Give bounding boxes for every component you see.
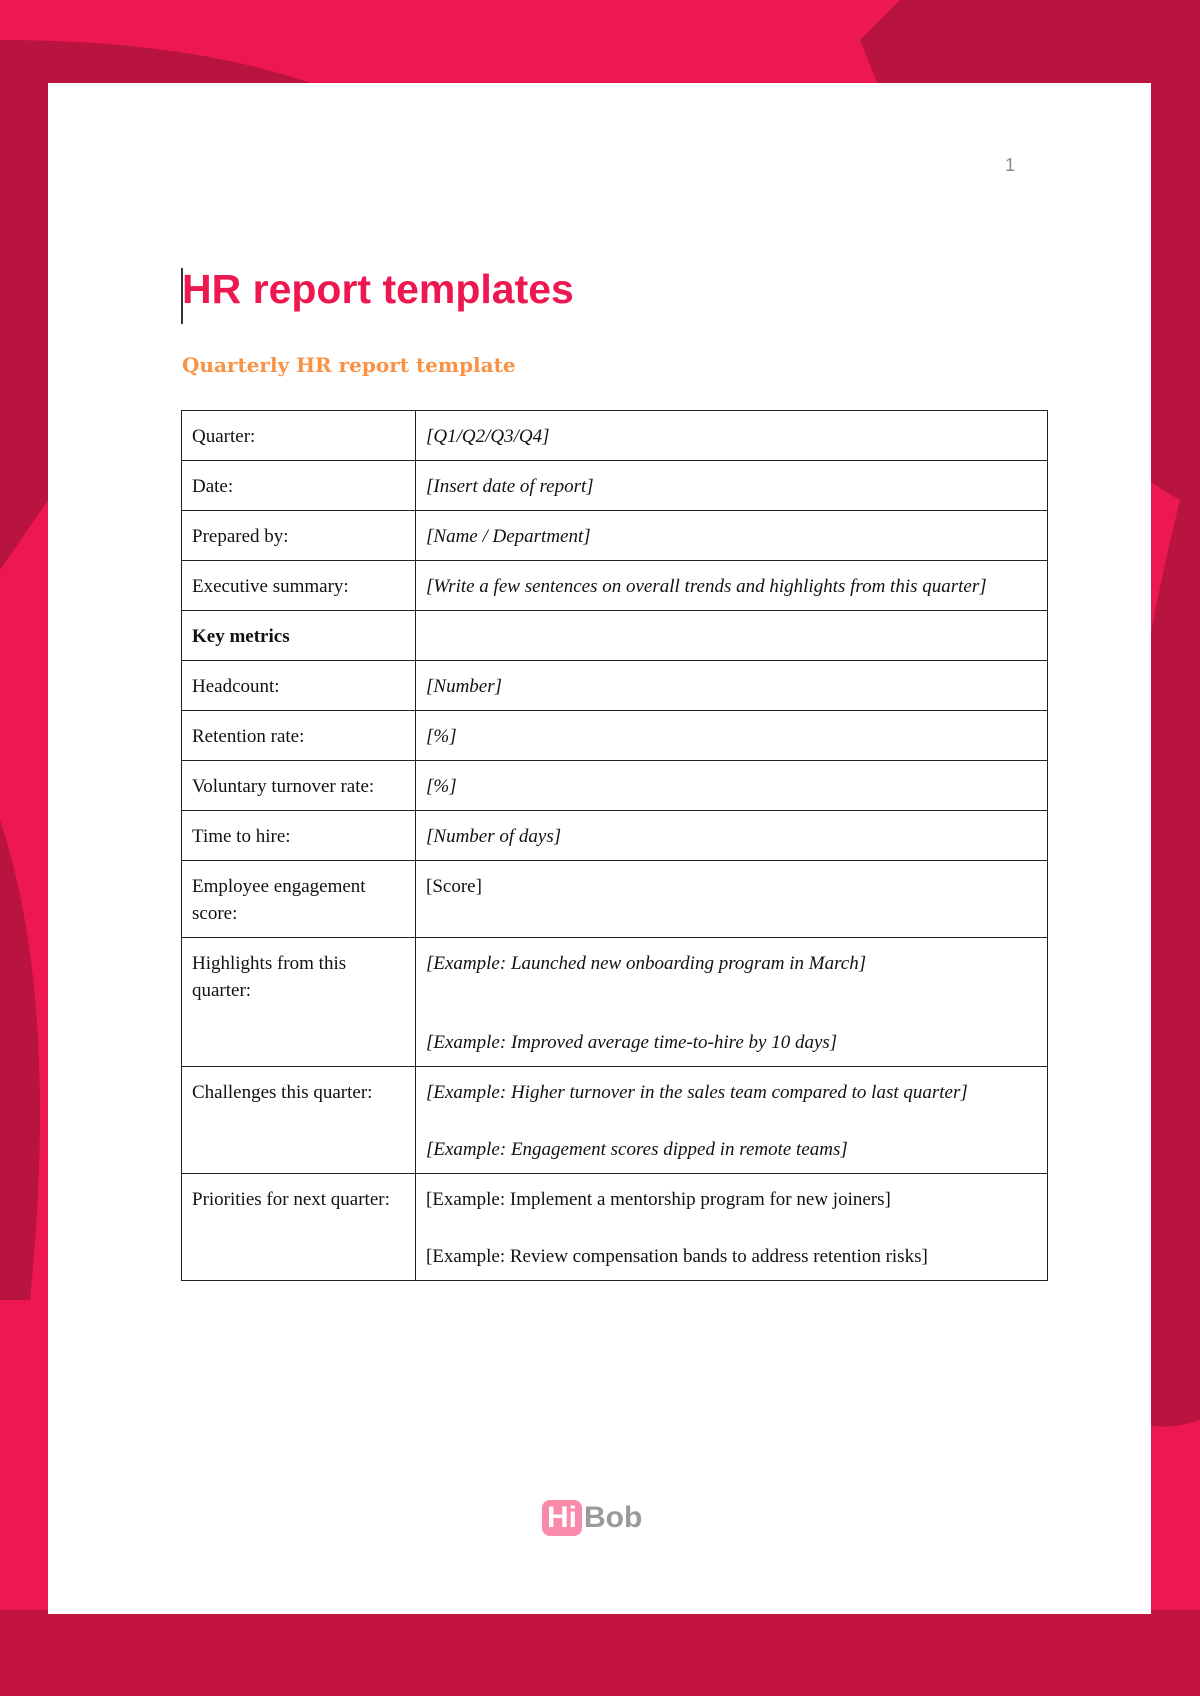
value-text: [Example: Engagement scores dipped in remote teams]	[426, 1139, 848, 1160]
row-label: Priorities for next quarter:	[182, 1174, 416, 1281]
table-row	[182, 938, 1048, 1067]
value-text: [%]	[426, 776, 457, 797]
row-value[interactable]	[416, 761, 1048, 811]
value-text: [%]	[426, 726, 457, 747]
value-text: [Example: Review compensation bands to address retention risks]	[426, 1246, 928, 1267]
row-label: Challenges this quarter:	[182, 1067, 416, 1174]
value-text: [Write a few sentences on overall trends and highlights from this quarter]	[426, 576, 987, 597]
table-row	[182, 411, 1048, 461]
table-row	[182, 611, 1048, 661]
table-row	[182, 511, 1048, 561]
table-row	[182, 1174, 1048, 1281]
page-number: 1	[1005, 155, 1016, 175]
row-value[interactable]	[416, 611, 1048, 661]
row-value[interactable]	[416, 511, 1048, 561]
row-value[interactable]	[416, 461, 1048, 511]
row-label: Highlights from this quarter:	[182, 938, 416, 1067]
value-text: [Q1/Q2/Q3/Q4]	[426, 426, 550, 447]
table-row	[182, 861, 1048, 938]
row-label: Executive summary:	[182, 561, 416, 611]
row-value[interactable]	[416, 938, 1048, 1067]
row-label: Key metrics	[182, 611, 416, 661]
report-table	[181, 410, 1048, 1281]
row-label: Headcount:	[182, 661, 416, 711]
value-text: [Example: Launched new onboarding program in March]	[426, 953, 867, 974]
row-value[interactable]	[416, 411, 1048, 461]
logo-bob: Bob	[584, 1501, 643, 1534]
table-row	[182, 761, 1048, 811]
row-value[interactable]	[416, 1067, 1048, 1174]
table-row	[182, 811, 1048, 861]
row-label: Retention rate:	[182, 711, 416, 761]
logo-hi: Hi	[542, 1500, 582, 1536]
table-row	[182, 461, 1048, 511]
row-label: Employee engagement score:	[182, 861, 416, 938]
table-row	[182, 1067, 1048, 1174]
row-value[interactable]	[416, 1174, 1048, 1281]
value-text: [Example: Implement a mentorship program for new joiners]	[426, 1189, 891, 1210]
section-title: Quarterly HR report template	[182, 353, 516, 377]
row-label: Prepared by:	[182, 511, 416, 561]
hibob-logo	[542, 1500, 642, 1536]
row-value[interactable]	[416, 661, 1048, 711]
value-text: [Name / Department]	[426, 526, 591, 547]
value-text: [Example: Higher turnover in the sales team compared to last quarter]	[426, 1082, 968, 1103]
table-row	[182, 661, 1048, 711]
row-value[interactable]	[416, 861, 1048, 938]
page-title: HR report templates	[182, 266, 574, 312]
row-label: Time to hire:	[182, 811, 416, 861]
row-label: Quarter:	[182, 411, 416, 461]
row-label: Voluntary turnover rate:	[182, 761, 416, 811]
table-row	[182, 561, 1048, 611]
value-text: [Score]	[426, 876, 482, 897]
table-row	[182, 711, 1048, 761]
value-text: [Example: Improved average time-to-hire by 10 days]	[426, 1032, 838, 1053]
value-text: [Number of days]	[426, 826, 562, 847]
row-value[interactable]	[416, 811, 1048, 861]
value-text: [Insert date of report]	[426, 476, 594, 497]
row-value[interactable]	[416, 561, 1048, 611]
row-label: Date:	[182, 461, 416, 511]
value-text: [Number]	[426, 676, 503, 697]
row-value[interactable]	[416, 711, 1048, 761]
